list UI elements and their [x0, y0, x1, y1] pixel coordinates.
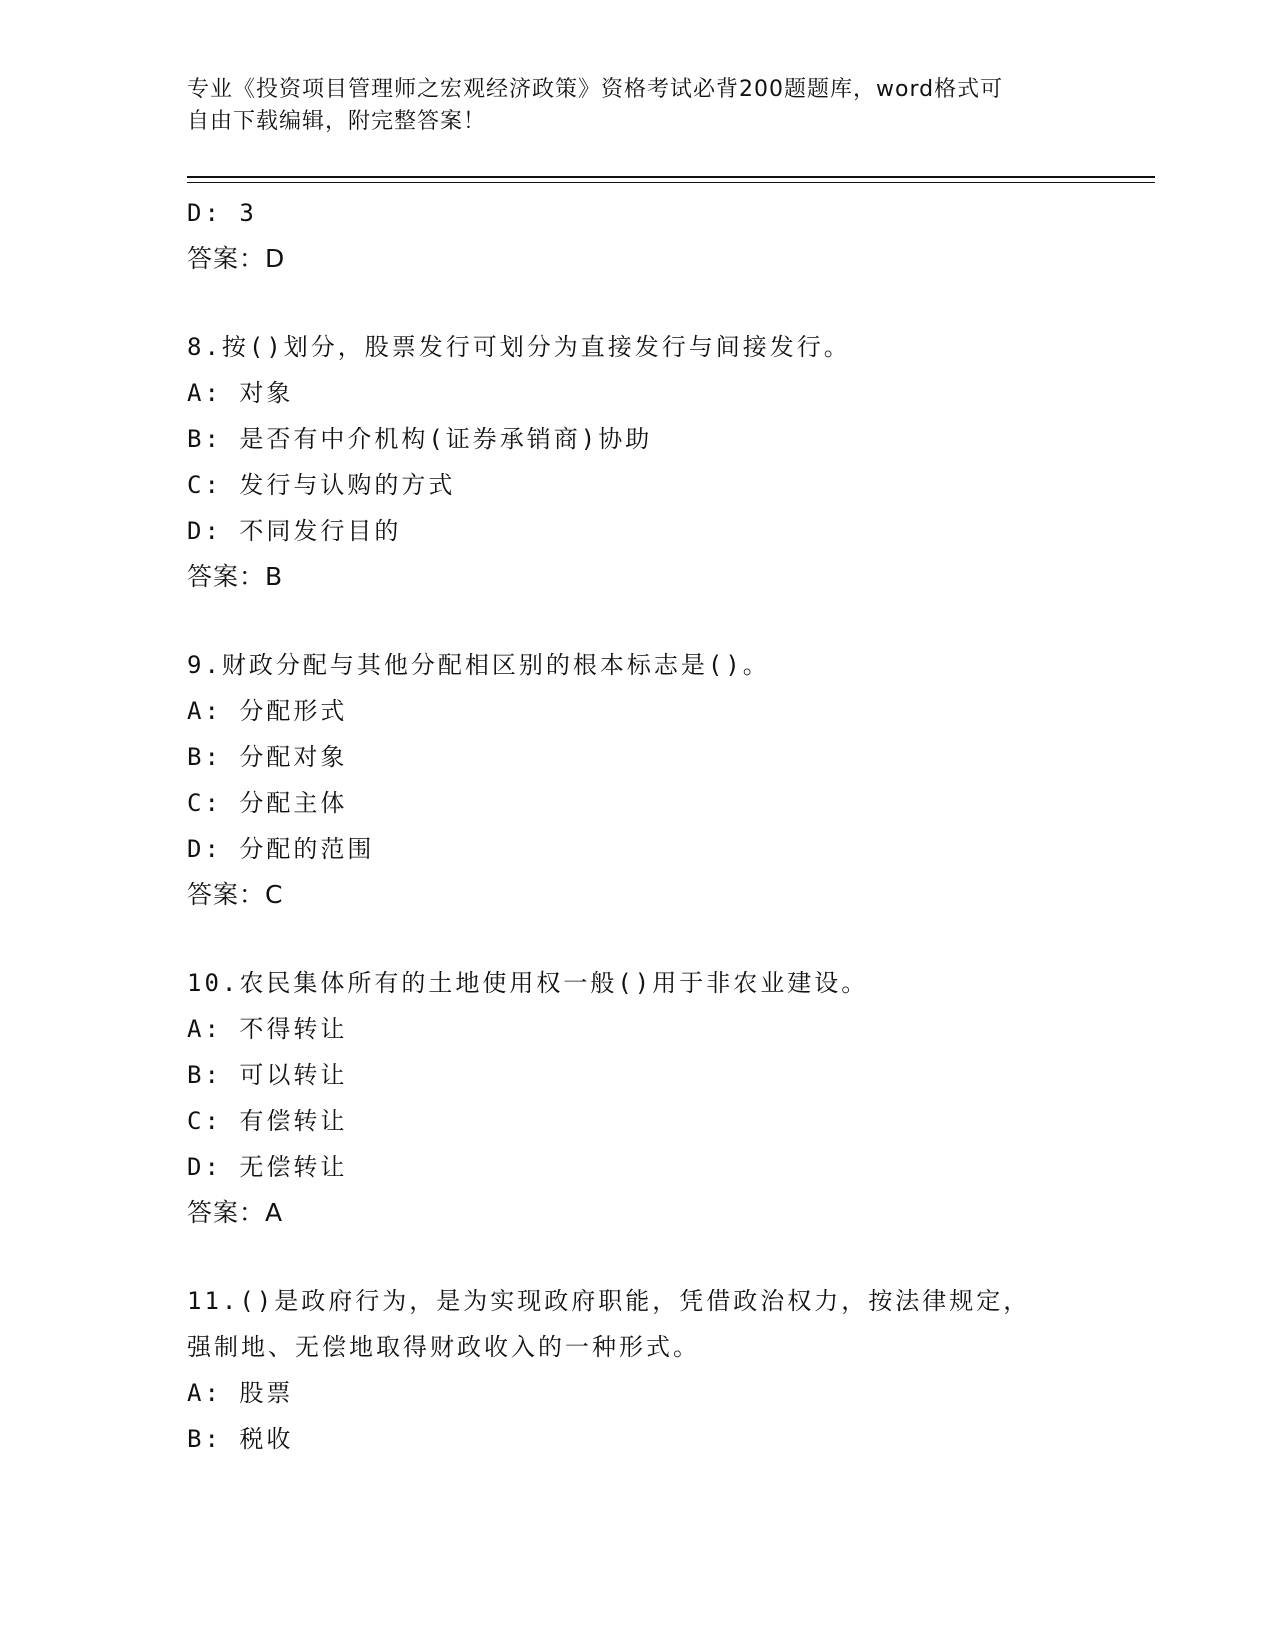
option-d: D: 分配的范围 [187, 835, 375, 863]
question-stem-line-2: 强制地、无偿地取得财政收入的一种形式。 [187, 1333, 700, 1361]
option-a: A: 不得转让 [187, 1015, 348, 1043]
option-d: D: 无偿转让 [187, 1153, 348, 1181]
header-divider-thin [187, 182, 1155, 183]
page-header [187, 74, 1067, 138]
header-line-1: 专业《投资项目管理师之宏观经济政策》资格考试必背200题题库，word格式可 [187, 77, 1004, 102]
question-stem-line-1: 11.()是政府行为，是为实现政府职能，凭借政治权力，按法律规定， [187, 1287, 1031, 1315]
answer: 答案：A [187, 1198, 284, 1227]
question-8 [187, 324, 1087, 600]
question-list [187, 190, 1087, 1462]
option-d: D: 不同发行目的 [187, 517, 402, 545]
q7-option-d: D: 3 [187, 199, 257, 227]
spacer [187, 918, 1087, 960]
question-stem: 8.按()划分，股票发行可划分为直接发行与间接发行。 [187, 333, 851, 361]
option-a: A: 股票 [187, 1379, 294, 1407]
answer: 答案：B [187, 562, 284, 591]
question-9 [187, 642, 1087, 918]
option-c: C: 分配主体 [187, 789, 348, 817]
q7-answer: 答案：D [187, 244, 286, 273]
header-line-2: 自由下载编辑，附完整答案！ [187, 109, 487, 134]
option-b: B: 税收 [187, 1425, 294, 1453]
option-b: B: 是否有中介机构(证券承销商)协助 [187, 425, 653, 453]
option-b: B: 分配对象 [187, 743, 348, 771]
option-a: A: 对象 [187, 379, 294, 407]
spacer [187, 600, 1087, 642]
question-stem: 9.财政分配与其他分配相区别的根本标志是()。 [187, 651, 770, 679]
spacer [187, 282, 1087, 324]
question-stem: 10.农民集体所有的土地使用权一般()用于非农业建设。 [187, 969, 869, 997]
question-11 [187, 1278, 1087, 1462]
answer: 答案：C [187, 880, 284, 909]
option-c: C: 发行与认购的方式 [187, 471, 456, 499]
option-b: B: 可以转让 [187, 1061, 348, 1089]
question-10 [187, 960, 1087, 1236]
spacer [187, 1236, 1087, 1278]
header-divider-thick [187, 176, 1155, 178]
option-a: A: 分配形式 [187, 697, 348, 725]
option-c: C: 有偿转让 [187, 1107, 348, 1135]
